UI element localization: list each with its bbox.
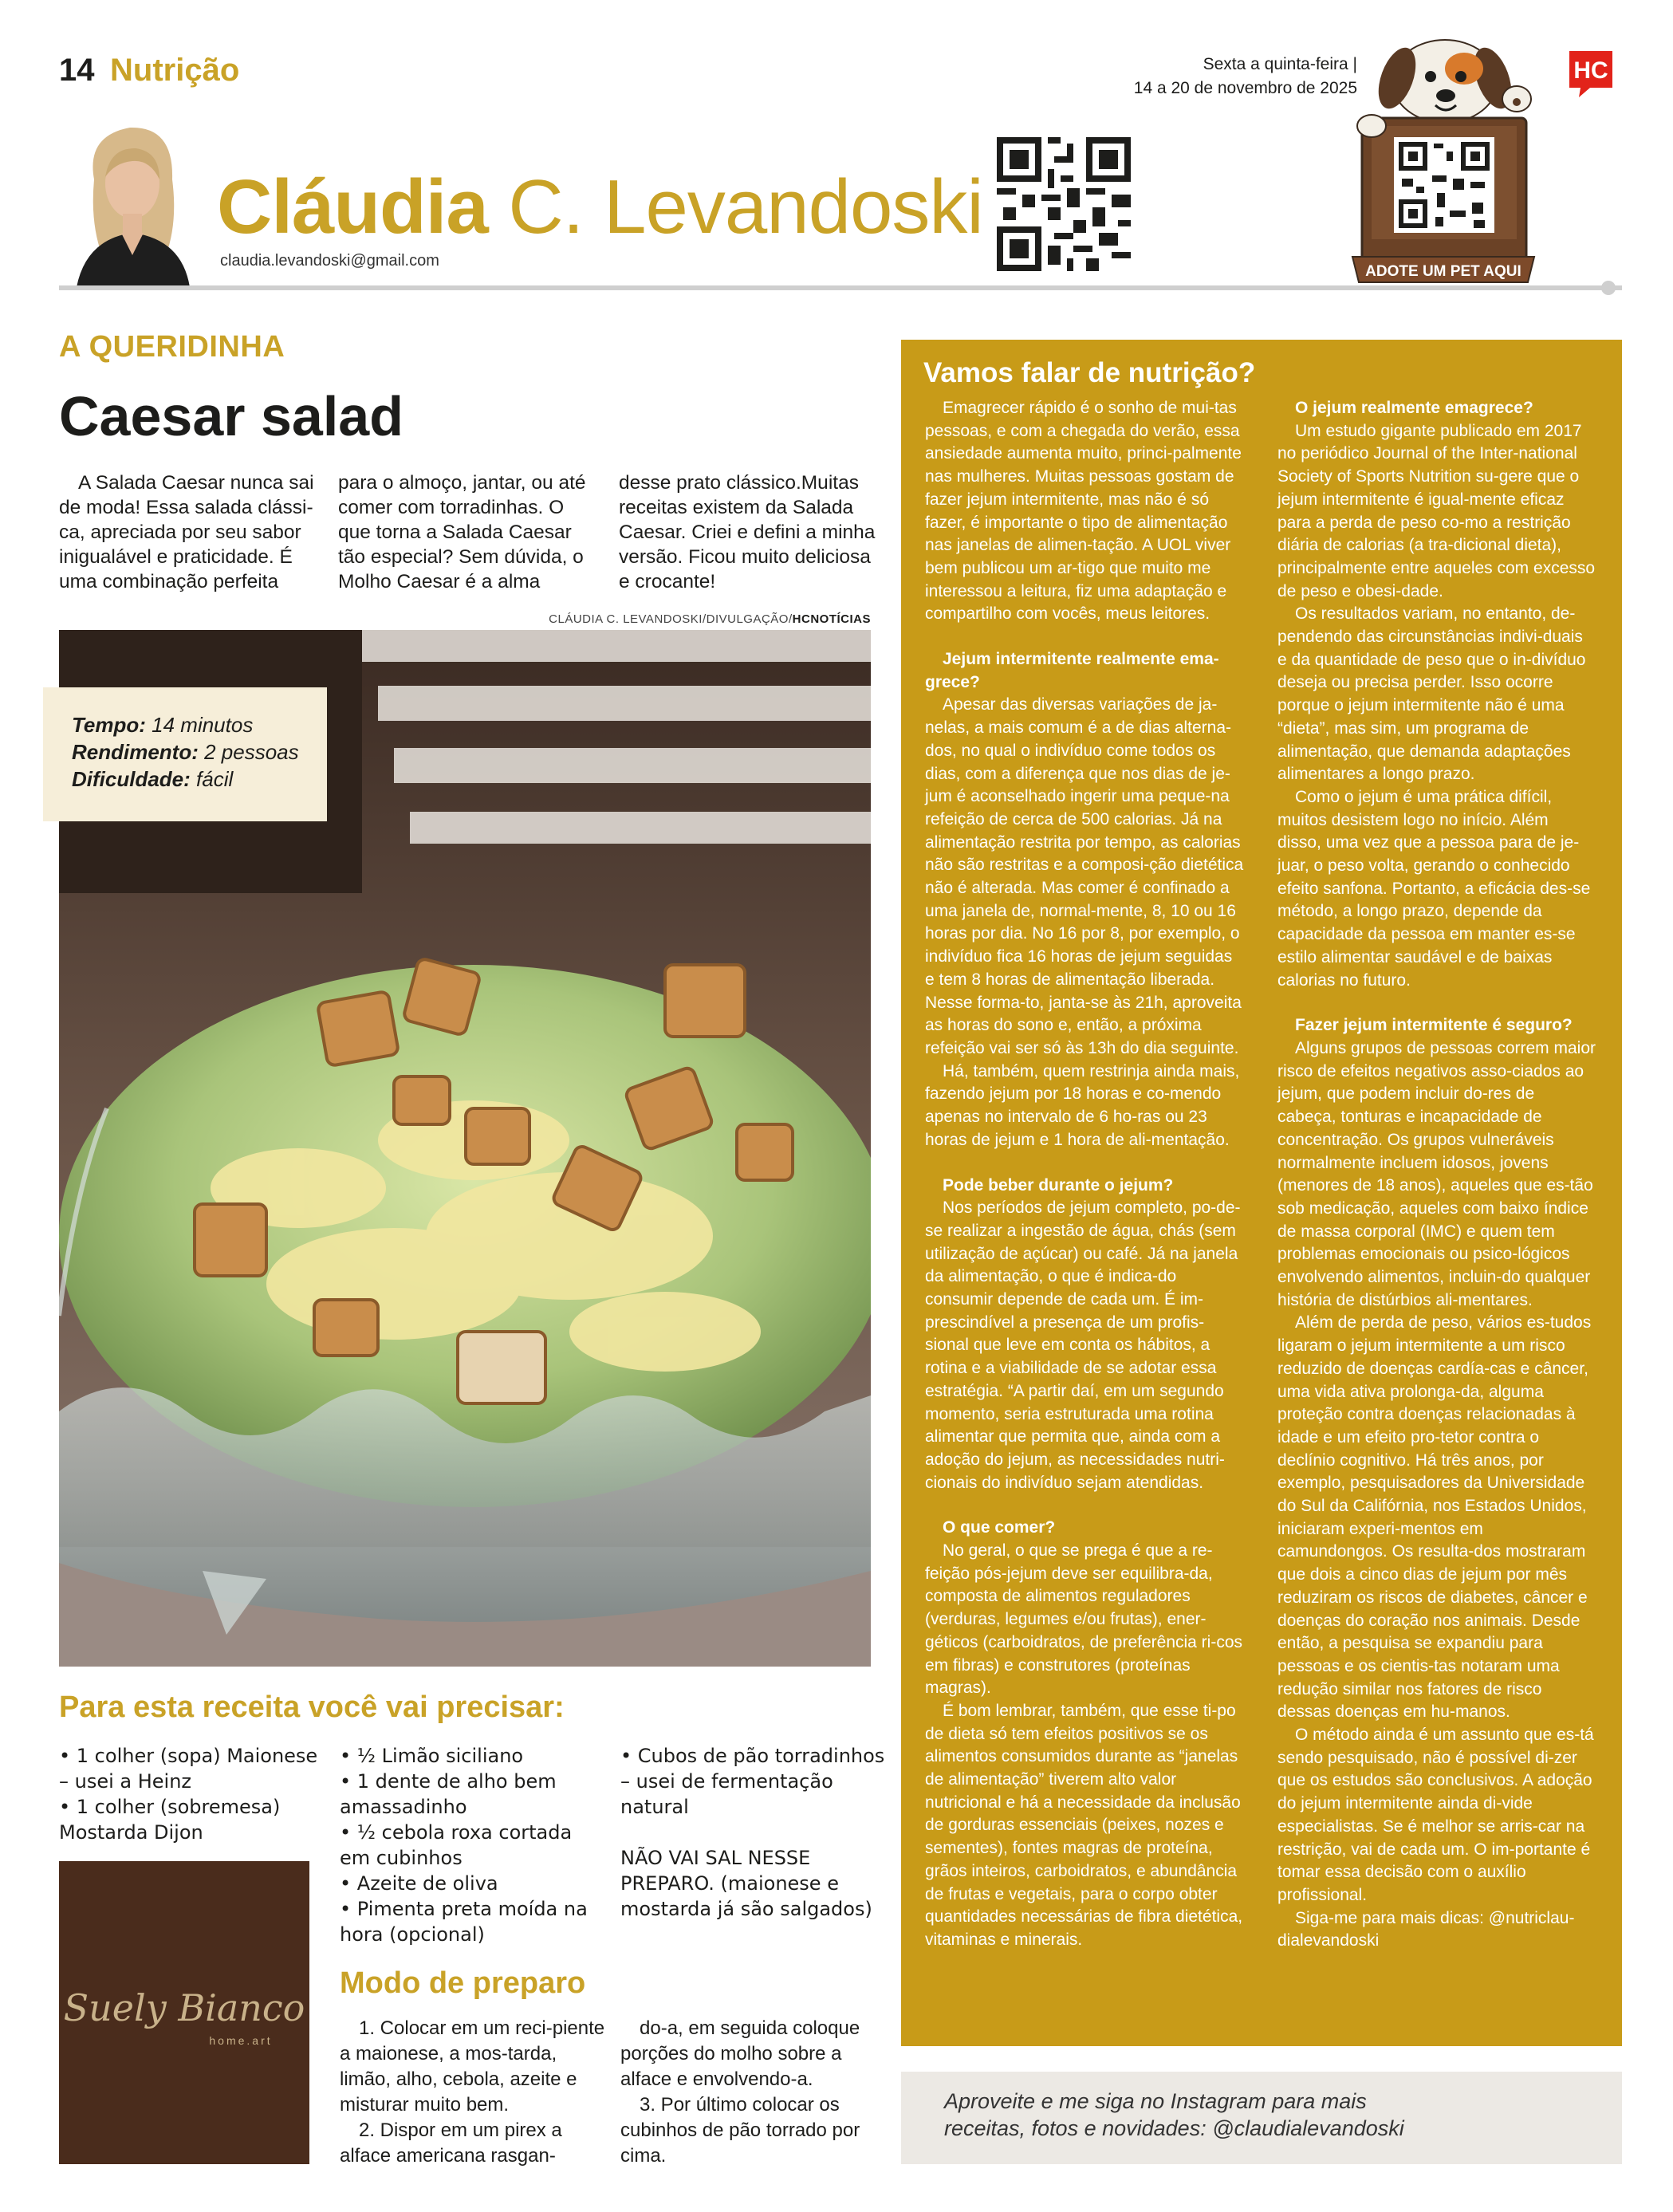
nutrition-paragraph: Há, também, quem restrinja ainda mais, fazendo jejum por 18 horas e co-mendo apenas no intervalo de 6 ho-ras ou 23 horas de jejum e 1 hora de ali-mentação. xyxy=(925,1061,1240,1149)
nutrition-heading: Vamos falar de nutrição? xyxy=(923,357,1256,388)
ad-brand: Suely Bianco xyxy=(63,1986,305,2029)
page-number: 14 xyxy=(59,53,95,88)
nutrition-subheading: Pode beber durante o jejum? xyxy=(943,1175,1174,1195)
photo-credit-text: CLÁUDIA C. LEVANDOSKI/DIVULGAÇÃO/ xyxy=(549,612,793,626)
ingredients-column-2 xyxy=(340,1743,608,1947)
nutrition-paragraph: Siga-me para mais dicas: @nutriclau-dialevandoski xyxy=(1277,1908,1575,1950)
ingredient-item: • Azeite de oliva xyxy=(340,1872,498,1895)
nutrition-column-1 xyxy=(925,397,1244,1952)
ingredient-item: • 1 dente de alho bem amassadinho xyxy=(340,1770,557,1818)
header-divider-knob xyxy=(1601,281,1616,295)
method-column-1 xyxy=(340,2016,608,2169)
info-yield-value: 2 pessoas xyxy=(198,740,299,764)
edition-date xyxy=(1134,53,1357,100)
author-last-name: C. Levandoski xyxy=(487,164,983,250)
ingredient-item: • 1 colher (sopa) Maionese – usei a Heinz xyxy=(59,1745,318,1793)
nutrition-paragraph: O método ainda é um assunto que es-tá sendo pesquisado, não é possível di-zer que os estudos são conclusivos. A adoção do jejum intermitente ainda di-vide especialistas. Se é melhor se arris-car na restrição, vai de cada um. O im-portante é tomar essa decisão com o auxílio profissional. xyxy=(1277,1726,1594,1904)
instagram-promo xyxy=(901,2072,1622,2164)
intro-column-1: A Salada Caesar nunca sai de moda! Essa salada clássi-ca, apreciada por seu sabor inigualável e praticidade. É uma combinação perfeita xyxy=(59,472,314,592)
recipe-info-box xyxy=(43,687,327,821)
photo-credit xyxy=(59,612,871,626)
info-time-label: Tempo: xyxy=(72,713,146,737)
no-salt-note: NÃO VAI SAL NESSE PREPARO. (maionese e mostarda já são salgados) xyxy=(620,1847,872,1920)
nutrition-paragraph: Nos períodos de jejum completo, po-de-se realizar a ingestão de água, chás (sem utilização de açúcar) ou café. Já na janela da alimentação, o que é indica-do consumir depende de cada um. É im-prescindível a presença de um profis-sional que leve em conta os hábitos, a rotina e a viabilidade de se adotar essa estratégia. “A partir daí, em um segundo momento, seria estruturada uma rotina alimentar que permita que, ainda com a adoção do jejum, as necessidades nutri-cionais do indivíduo sejam atendidas. xyxy=(925,1198,1241,1492)
author-email: claudia.levandoski@gmail.com xyxy=(220,252,439,270)
method-heading: Modo de preparo xyxy=(340,1966,586,2000)
nutrition-subheading: O que comer? xyxy=(943,1518,1056,1537)
intro-column-2: para o almoço, jantar, ou até comer com torradinhas. O que torna a Salada Caesar tão especial? Sem dúvida, o Molho Caesar é a alma xyxy=(338,472,586,592)
ingredient-item: • Pimenta preta moída na hora (opcional) xyxy=(340,1898,588,1946)
qr-code-icon xyxy=(997,137,1131,271)
article-kicker: A QUERIDINHA xyxy=(59,330,285,364)
author-name xyxy=(217,163,983,251)
nutrition-paragraph: Um estudo gigante publicado em 2017 no periódico Journal of the Inter-national Society of Sports Nutrition su-gere que o jejum intermitente é igual-mente eficaz para a perda de peso co-mo a restrição diária de calorias (a tra-dicional dieta), principalmente entre aqueles com excesso de peso e obesi-dade. xyxy=(1277,421,1596,600)
ingredient-item: • 1 colher (sobremesa) Mostarda Dijon xyxy=(59,1796,281,1844)
hc-logo xyxy=(1563,46,1619,102)
ingredient-item: • ½ Limão siciliano xyxy=(340,1745,524,1767)
photo-credit-outlet: HCNOTÍCIAS xyxy=(792,612,871,626)
header-divider xyxy=(59,285,1622,290)
ingredients-column-3 xyxy=(620,1743,888,1922)
author-photo xyxy=(62,104,204,287)
ingredient-item: • Cubos de pão torradinhos – usei de fermentação natural xyxy=(620,1745,885,1818)
info-difficulty-value: fácil xyxy=(190,767,234,791)
info-time xyxy=(72,711,327,738)
instagram-promo-text: Aproveite e me siga no Instagram para mais receitas, fotos e novidades: @claudialevandoski xyxy=(944,2089,1404,2140)
nutrition-subheading: Fazer jejum intermitente é seguro? xyxy=(1295,1016,1573,1035)
suely-bianco-ad xyxy=(59,1861,309,2164)
method-step: 2. Dispor em um pirex a alface americana rasgan- xyxy=(340,2120,562,2167)
ingredients-heading: Para esta receita você vai precisar: xyxy=(59,1690,565,1724)
info-difficulty-label: Dificuldade: xyxy=(72,767,191,791)
info-yield xyxy=(72,738,327,766)
nutrition-column-2 xyxy=(1277,397,1596,1953)
info-yield-label: Rendimento: xyxy=(72,740,199,764)
edition-weekdays: Sexta a quinta-feira | xyxy=(1203,55,1357,73)
article-title: Caesar salad xyxy=(59,385,403,447)
info-time-value: 14 minutos xyxy=(145,713,254,737)
ingredients-column-1 xyxy=(59,1743,327,1845)
nutrition-paragraph: É bom lembrar, também, que esse ti-po de dieta só tem efeitos positivos se os alimentos consumidos durante as “janelas de alimentação” tiverem alto valor nutricional e há a necessidade da inclusão de gorduras essenciais (peixes, nozes e sementes), fontes magras de proteína, grãos inteiros, carboidratos, e abundância de frutas e vegetais, para o corpo obter quantidades necessárias de fibra dietética, vitaminas e minerais. xyxy=(925,1701,1243,1949)
nutrition-paragraph: Os resultados variam, no entanto, de-pendendo das circunstâncias indivi-duais e da quantidade de peso que o in-divíduo deseja ou precisa perder. Isso ocorre porque o jejum intermitente não é uma “dieta”, mas sim, um programa de alimentação, que demanda adaptações alimentares a longo prazo. xyxy=(1277,604,1586,784)
method-step: 1. Colocar em um reci-piente a maionese, a mos-tarda, limão, alho, cebola, azeite e misturar muito bem. xyxy=(340,2017,605,2116)
nutrition-subheading: O jejum realmente emagrece? xyxy=(1295,399,1533,417)
nutrition-paragraph: Apesar das diversas variações de ja-nelas, a mais comum é a de dias alterna-dos, no qual o indivíduo come todos os dias, com a diferença que nos dias de je-jum é aconselhado ingerir uma peque-na refeição de cerca de 500 calorias. Já na alimentação restrita por tempo, as calorias não são restritas e a composi-ção dietética não é alterada. Mas comer é confinado a uma janela de, normal-mente, 8, 10 ou 16 horas por dia. No 16 por 8, por exemplo, o indivíduo fica 16 horas de jejum seguidas e tem 8 horas de alimentação liberada. Nesse forma-to, janta-se às 21h, aproveita as horas do sono e, então, a próxima refeição vai ser só às 13h do dia seguinte. xyxy=(925,695,1244,1057)
author-first-name: Cláudia xyxy=(217,164,488,250)
method-step: 3. Por último colocar os cubinhos de pão torrado por cima. xyxy=(620,2094,860,2167)
method-step: do-a, em seguida coloque porções do molho sobre a alface e envolvendo-a. xyxy=(620,2017,860,2090)
nutrition-paragraph: Alguns grupos de pessoas correm maior risco de efeitos negativos asso-ciados ao jejum, que podem incluir do-res de cabeça, tonturas e incapacidade de concentração. Os grupos vulneráveis normalmente incluem idosos, jovens (menores de 18 anos), aqueles que es-tão sob medicação, aqueles com baixo índice de massa corporal (IMC) e quem tem problemas emocionais ou psico-lógicos envolvendo alimentos, incluin-do qualquer história de distúrbios ali-mentares. xyxy=(1277,1038,1596,1309)
adopt-pet-promo xyxy=(1348,32,1539,295)
hc-logo-text: HC xyxy=(1573,57,1608,84)
edition-dates: 14 a 20 de novembro de 2025 xyxy=(1133,79,1357,97)
ad-subtitle: home.art xyxy=(209,2034,273,2047)
nutrition-paragraph: No geral, o que se prega é que a re-feição pós-jejum deve ser equilibra-da, composta de alimentos reguladores (verduras, legumes e/ou frutas), ener-géticos (carboidratos, de preferência ri-cos em fibras) e construtores (proteínas magras). xyxy=(925,1541,1243,1698)
pet-banner-text: ADOTE UM PET AQUI xyxy=(1365,263,1521,280)
nutrition-paragraph: Emagrecer rápido é o sonho de mui-tas pessoas, e com a chegada do verão, essa ansiedade aumenta muito, princi-palmente nas mulheres. Muitas pessoas gostam de fazer jejum intermitente, mas não é só fazer, é importante o tipo de alimentação nas janelas de alimen-tação. A UOL viver bem publicou um ar-tigo que muito me interessou a leitura, fiz uma adaptação e compartilho com vocês, meus leitores. xyxy=(925,399,1242,624)
intro-column-3: desse prato clássico.Muitas receitas existem da Salada Caesar. Criei e defini a minha versão. Ficou muito deliciosa e crocante! xyxy=(619,472,876,592)
info-difficulty xyxy=(72,766,327,793)
nutrition-subheading: Jejum intermitente realmente ema-grece? xyxy=(925,650,1219,691)
nutrition-paragraph: Além de perda de peso, vários es-tudos ligaram o jejum intermitente a um risco reduzido de doenças cardía-cas e câncer, uma vida ativa prolonga-da, alguma proteção contra doenças relacionadas à idade e um efeito pro-tetor contra o declínio cognitivo. Há três anos, por exemplo, pesquisadores da Universidade do Sul da Califórnia, nos Estados Unidos, iniciaram experi-mentos em camundongos. Os resulta-dos mostraram que dois a cinco dias de jejum por mês reduziram os riscos de diabetes, câncer e doenças do coração nos animais. Desde então, a pesquisa se expandiu para pessoas e os cientis-tas notaram uma redução similar nos fatores de risco dessas doenças em hu-manos. xyxy=(1277,1313,1592,1722)
ingredient-item: • ½ cebola roxa cortada em cubinhos xyxy=(340,1821,573,1869)
section-title: Nutrição xyxy=(110,53,240,88)
nutrition-paragraph: Como o jejum é uma prática difícil, muitos desistem logo no início. Além disso, uma vez que a pessoa para de je-juar, o peso volta, gerando o conhecido efeito sanfona. Portanto, a eficácia des-se método, a longo prazo, depende da capacidade da pessoa em manter es-se estilo alimentar saudável e de baixas calorias no futuro. xyxy=(1277,787,1591,990)
method-column-2 xyxy=(620,2016,888,2169)
